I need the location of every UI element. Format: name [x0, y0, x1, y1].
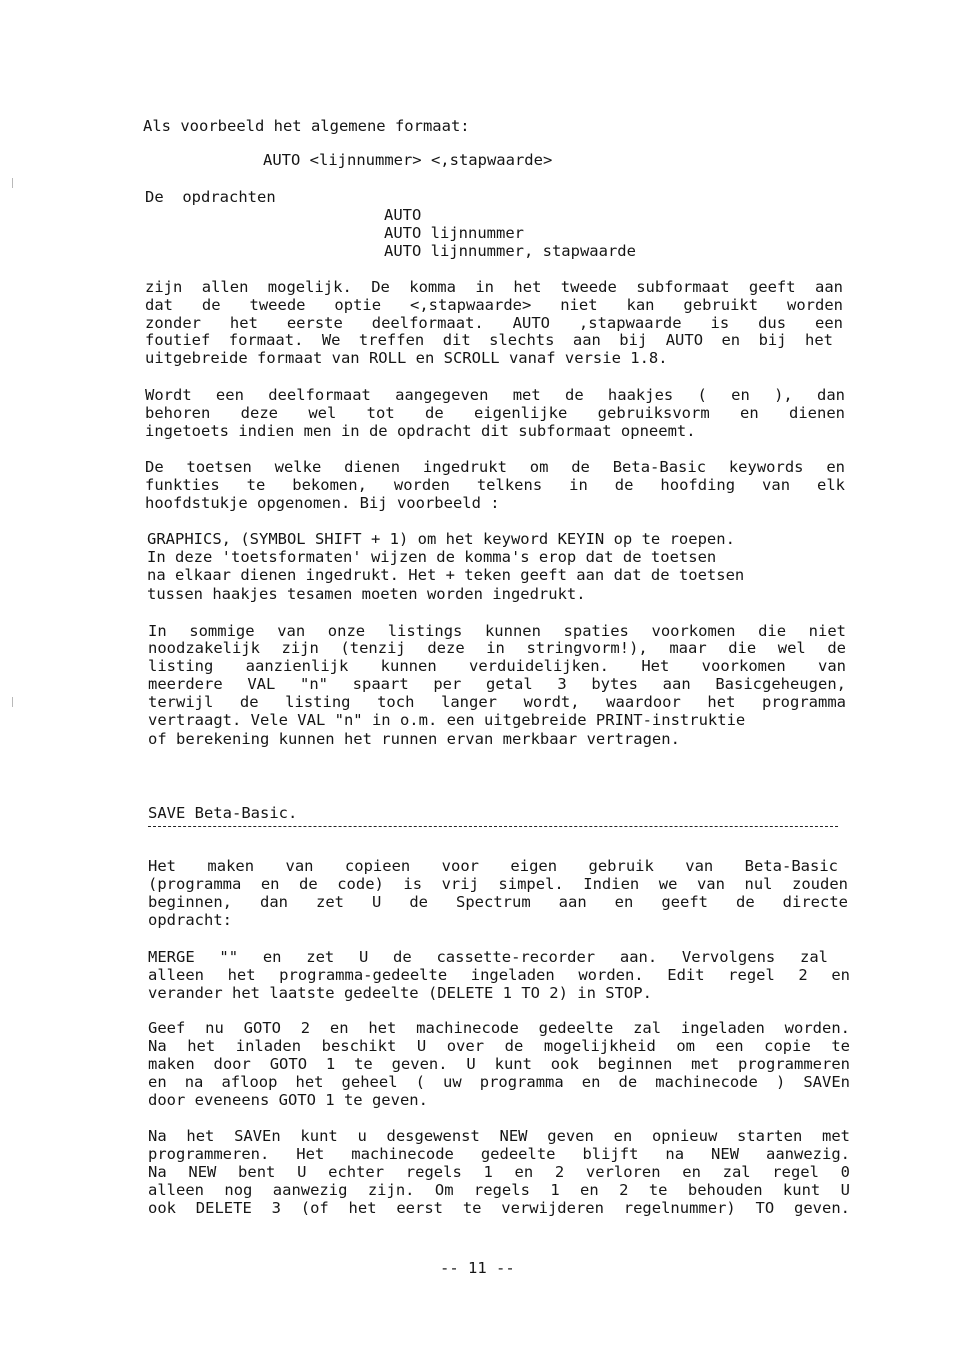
command-line: AUTO lijnnummer	[384, 224, 524, 242]
text-line: na elkaar dienen ingedrukt. Het + teken geeft aan dat de toetsen	[147, 566, 745, 584]
text-line: maken door GOTO 1 te geven. U kunt ook beginnen met programmeren	[148, 1055, 850, 1073]
text-line: zonder het eerste deelformaat. AUTO ,stapwaarde is dus een	[145, 314, 843, 332]
text-line: dat de tweede optie <,stapwaarde> niet kan gebruikt worden	[145, 296, 843, 314]
text-line: door eveneens GOTO 1 te geven.	[148, 1091, 428, 1109]
text-line: tussen haakjes tesamen moeten worden ingedrukt.	[147, 585, 586, 603]
command-line: AUTO	[384, 206, 422, 224]
commands-label: De opdrachten	[145, 188, 276, 206]
scan-mark	[12, 697, 13, 707]
text-line: vertraagt. Vele VAL "n" in o.m. een uitgebreide PRINT-instruktie	[148, 711, 746, 729]
text-line: opdracht:	[148, 911, 232, 929]
text-line: meerdere VAL "n" spaart per getal 3 bytes aan Basicgeheugen,	[148, 675, 846, 693]
text-line: en na afloop het geheel ( uw programma en de machinecode ) SAVEn	[148, 1073, 850, 1091]
text-line: behoren deze wel tot de eigenlijke gebruiksvorm en dienen	[145, 404, 845, 422]
text-line: funkties te bekomen, worden telkens in de hoofding van elk	[145, 476, 845, 494]
text-line: terwijl de listing toch langer wordt, waardoor het programma	[148, 693, 846, 711]
text-line: De toetsen welke dienen ingedrukt om de Beta-Basic keywords en	[145, 458, 845, 476]
text-line: ook DELETE 3 (of het eerst te verwijderen regelnummer) TO geven.	[148, 1199, 850, 1217]
text-line: programmeren. Het machinecode gedeelte blijft na NEW aanwezig.	[148, 1145, 850, 1163]
text-line: hoofdstukje opgenomen. Bij voorbeeld :	[145, 494, 500, 512]
text-line: alleen het programma-gedeelte ingeladen worden. Edit regel 2 en	[148, 966, 850, 984]
text-line: Het maken van copieen voor eigen gebruik van Beta-Basic	[148, 857, 838, 875]
text-line: MERGE "" en zet U de cassette-recorder aan. Vervolgens zal	[148, 948, 828, 966]
text-line: (programma en de code) is vrij simpel. Indien we van nul zouden	[148, 875, 848, 893]
text-line: ingetoets indien men in de opdracht dit subformaat opneemt.	[145, 422, 696, 440]
section-title: SAVE Beta-Basic.	[148, 804, 298, 822]
text-line: noodzakelijk zijn (tenzij deze in stringvorm!), maar die wel de	[148, 639, 846, 657]
text-line: alleen nog aanwezig zijn. Om regels 1 en 2 te behouden kunt U	[148, 1181, 850, 1199]
text-line: Geef nu GOTO 2 en het machinecode gedeelte zal ingeladen worden.	[148, 1019, 850, 1037]
text-line: listing aanzienlijk kunnen verduidelijken. Het voorkomen van	[148, 657, 846, 675]
text-line: Wordt een deelformaat aangegeven met de haakjes ( en ), dan	[145, 386, 845, 404]
page-number: -- 11 --	[440, 1259, 515, 1277]
format-line: AUTO <lijnnummer> <,stapwaarde>	[263, 151, 553, 169]
intro-line: Als voorbeeld het algemene formaat:	[143, 117, 470, 135]
text-line: Na het SAVEn kunt u desgewenst NEW geven en opnieuw starten met	[148, 1127, 850, 1145]
text-line: beginnen, dan zet U de Spectrum aan en geeft de directe	[148, 893, 848, 911]
text-line: Na NEW bent U echter regels 1 en 2 verloren en zal regel 0	[148, 1163, 850, 1181]
text-line: In deze 'toetsformaten' wijzen de komma's erop dat de toetsen	[147, 548, 717, 566]
text-line: of berekening kunnen het runnen ervan merkbaar vertragen.	[148, 730, 680, 748]
text-line: GRAPHICS, (SYMBOL SHIFT + 1) om het keyword KEYIN op te roepen.	[147, 530, 735, 548]
text-line: uitgebreide formaat van ROLL en SCROLL vanaf versie 1.8.	[145, 349, 668, 367]
text-line: zijn allen mogelijk. De komma in het tweede subformaat geeft aan	[145, 278, 843, 296]
dashed-separator	[148, 826, 838, 827]
text-line: Na het inladen beschikt U over de mogelijkheid om een copie te	[148, 1037, 850, 1055]
command-line: AUTO lijnnummer, stapwaarde	[384, 242, 636, 260]
text-line: In sommige van onze listings kunnen spaties voorkomen die niet	[148, 622, 846, 640]
scan-mark	[12, 178, 13, 188]
text-line: verander het laatste gedeelte (DELETE 1 TO 2) in STOP.	[148, 984, 652, 1002]
text-line: foutief formaat. We treffen dit slechts aan bij AUTO en bij het	[145, 331, 833, 349]
